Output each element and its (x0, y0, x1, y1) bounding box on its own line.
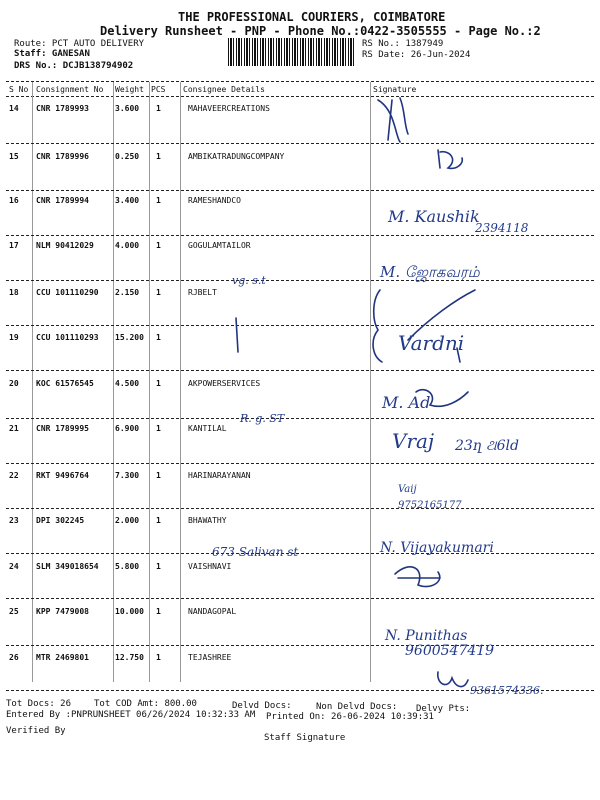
handwritten-number: 9600547419 (405, 643, 495, 659)
row-rule (6, 553, 594, 554)
cell-consignment: NLM 90412029 (36, 241, 94, 250)
cell-sno: 17 (9, 241, 19, 250)
cell-consignee: GOGULAMTAILOR (188, 241, 251, 250)
rs-number: RS No.: 1387949 (362, 39, 444, 49)
cell-sno: 25 (9, 607, 19, 616)
handwritten-name: Vardni (398, 331, 465, 355)
cell-consignment: CNR 1789994 (36, 196, 89, 205)
cell-sno: 14 (9, 104, 19, 113)
cell-pcs: 1 (156, 516, 161, 525)
table-row (0, 471, 600, 485)
cell-pcs: 1 (156, 241, 161, 250)
cell-consignment: RKT 9496764 (36, 471, 89, 480)
handwritten-name: Vraj (392, 429, 435, 453)
handwritten-note: vg. s.t (232, 274, 266, 287)
row-rule (6, 280, 594, 281)
table-row (0, 241, 600, 255)
cell-consignee: HARINARAYANAN (188, 471, 251, 480)
handwritten-name: M. Kaushik (388, 207, 480, 226)
row-rule (6, 143, 594, 144)
barcode (228, 38, 354, 66)
cell-weight: 3.600 (115, 104, 140, 113)
table-row (0, 653, 600, 667)
entered-by: Entered By :PNPRUNSHEET 06/26/2024 10:32:33 AM (6, 710, 256, 720)
cell-sno: 26 (9, 653, 19, 662)
cell-pcs: 1 (156, 653, 161, 662)
handwritten-name: N. Punithas (385, 628, 468, 644)
cell-consignment: CNR 1789996 (36, 152, 89, 161)
cell-sno: 15 (9, 152, 19, 161)
cell-weight: 4.500 (115, 379, 140, 388)
cell-weight: 2.150 (115, 288, 140, 297)
cell-weight: 15.200 (115, 333, 144, 342)
cell-sno: 20 (9, 379, 19, 388)
table-row (0, 516, 600, 530)
staff-signature-label: Staff Signature (264, 733, 346, 743)
table-row (0, 104, 600, 118)
cell-pcs: 1 (156, 607, 161, 616)
drs-number: DRS No.: DCJB138794902 (14, 61, 134, 71)
table-row (0, 288, 600, 302)
row-rule (6, 325, 594, 326)
table-row (0, 562, 600, 576)
col-header-sno: S No (9, 85, 29, 94)
handwritten-name: M. ஜோகவரம் (380, 263, 480, 281)
table-row (0, 424, 600, 438)
cell-sno: 16 (9, 196, 19, 205)
cell-consignee: AKPOWERSERVICES (188, 379, 261, 388)
table-row (0, 607, 600, 621)
cell-sno: 22 (9, 471, 19, 480)
cell-consignment: CNR 1789995 (36, 424, 89, 433)
cell-consignee: NANDAGOPAL (188, 607, 237, 616)
cell-consignment: KOC 61576545 (36, 379, 94, 388)
rs-date: RS Date: 26-Jun-2024 (362, 50, 471, 60)
delivery-points: Delvy Pts: (416, 704, 471, 714)
cell-consignment: DPI 302245 (36, 516, 85, 525)
cell-pcs: 1 (156, 152, 161, 161)
signature-scribble (438, 672, 468, 687)
cell-pcs: 1 (156, 333, 161, 342)
cell-consignee: AMBIKATRADUNGCOMPANY (188, 152, 285, 161)
cell-consignee: MAHAVEERCREATIONS (188, 104, 270, 113)
row-rule (6, 508, 594, 509)
col-header-pcs: PCS (151, 85, 166, 94)
cell-consignment: SLM 349018654 (36, 562, 99, 571)
table-row (0, 196, 600, 210)
cell-sno: 24 (9, 562, 19, 571)
cell-weight: 5.800 (115, 562, 140, 571)
staff-label: Staff: GANESAN (14, 49, 90, 59)
cell-consignee: KANTILAL (188, 424, 227, 433)
runsheet-title: Delivery Runsheet - PNP - Phone No.:0422-3505555 - Page No.:2 (100, 24, 541, 38)
row-rule (6, 598, 594, 599)
cell-pcs: 1 (156, 196, 161, 205)
row-rule (6, 690, 594, 691)
cell-consignment: CNR 1789993 (36, 104, 89, 113)
cell-sno: 19 (9, 333, 19, 342)
cell-weight: 12.750 (115, 653, 144, 662)
table-header-rule (6, 96, 594, 97)
row-rule (6, 235, 594, 236)
cell-pcs: 1 (156, 424, 161, 433)
cell-consignment: CCU 101110290 (36, 288, 99, 297)
table-top-rule (6, 81, 594, 82)
cell-consignee: VAISHNAVI (188, 562, 232, 571)
delivered-docs: Delvd Docs: (232, 701, 292, 711)
handwritten-number: 9361574336. (470, 684, 544, 697)
signature-scribble (457, 348, 460, 362)
row-rule (6, 418, 594, 419)
handwritten-name: Vaij (398, 484, 417, 495)
row-rule (6, 645, 594, 646)
cell-weight: 10.000 (115, 607, 144, 616)
cell-consignment: CCU 101110293 (36, 333, 99, 342)
handwritten-note: 673 Salivan st (212, 545, 299, 559)
row-rule (6, 463, 594, 464)
handwritten-number: 2394118 (475, 221, 529, 235)
cell-weight: 0.250 (115, 152, 140, 161)
cell-weight: 3.400 (115, 196, 140, 205)
handwritten-number: 9752165177 (398, 500, 462, 511)
cell-sno: 23 (9, 516, 19, 525)
col-header-consignee: Consignee Details (183, 85, 265, 94)
table-row (0, 152, 600, 166)
row-rule (6, 190, 594, 191)
cell-sno: 21 (9, 424, 19, 433)
cell-weight: 4.000 (115, 241, 140, 250)
handwritten-note: R. g. ST (240, 412, 285, 425)
cell-consignee: BHAWATHY (188, 516, 227, 525)
cell-pcs: 1 (156, 288, 161, 297)
cell-pcs: 1 (156, 379, 161, 388)
table-row (0, 333, 600, 347)
cell-weight: 2.000 (115, 516, 140, 525)
cell-consignment: KPP 7479008 (36, 607, 89, 616)
handwritten-name: N. Vijayakumari (380, 540, 494, 556)
handwritten-number: 23ղ ଥ6ld (455, 438, 519, 454)
cell-consignment: MTR 2469801 (36, 653, 89, 662)
total-docs: Tot Docs: 26 (6, 699, 72, 709)
col-header-weight: Weight (115, 85, 144, 94)
cell-weight: 7.300 (115, 471, 140, 480)
total-cod-amount: Tot COD Amt: 800.00 (94, 699, 197, 709)
table-row (0, 379, 600, 393)
verified-by: Verified By (6, 726, 66, 736)
non-delivered-docs: Non Delvd Docs: (316, 702, 398, 712)
handwritten-name: M. Ad (382, 393, 431, 412)
cell-pcs: 1 (156, 471, 161, 480)
row-rule (6, 370, 594, 371)
cell-consignee: RJBELT (188, 288, 217, 297)
col-header-signature: Signature (373, 85, 417, 94)
cell-sno: 18 (9, 288, 19, 297)
cell-pcs: 1 (156, 104, 161, 113)
cell-consignee: RAMESHANDCO (188, 196, 241, 205)
cell-pcs: 1 (156, 562, 161, 571)
route-label: Route: PCT AUTO DELIVERY (14, 39, 145, 49)
cell-consignee: TEJASHREE (188, 653, 232, 662)
company-title: THE PROFESSIONAL COURIERS, COIMBATORE (178, 10, 446, 24)
cell-weight: 6.900 (115, 424, 140, 433)
printed-on: Printed On: 26-06-2024 10:39:31 (266, 712, 434, 722)
col-header-consignment: Consignment No (36, 85, 104, 94)
